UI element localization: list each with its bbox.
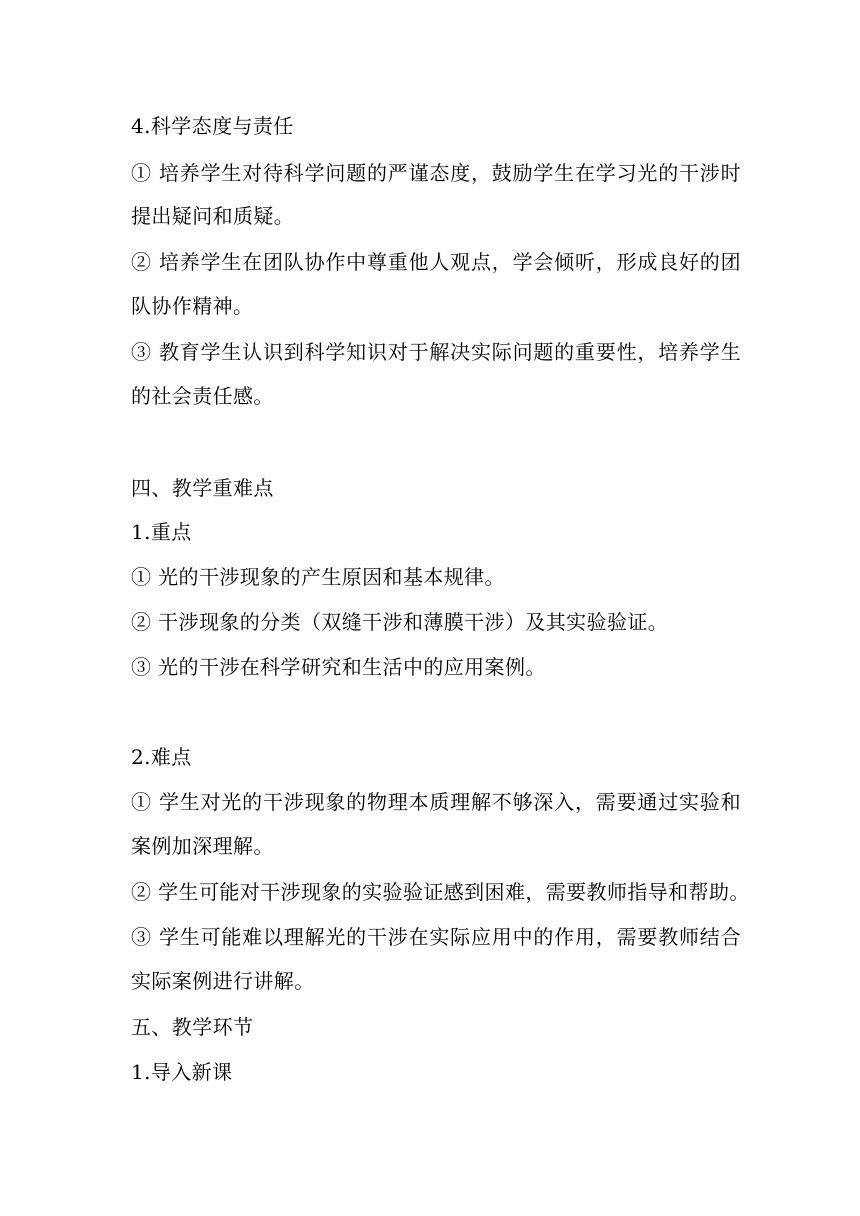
attitude-item-3-line-1: ③ 教育学生认识到科学知识对于解决实际问题的重要性，培养学生 [131,340,741,364]
attitude-item-1-line-2: 提出疑问和质疑。 [131,204,295,228]
attitude-item-2-line-2: 队协作精神。 [131,294,254,318]
attitude-item-1-line-1: ① 培养学生对待科学问题的严谨态度，鼓励学生在学习光的干涉时 [131,161,741,185]
difficulty-item-1-line-2: 案例加深理解。 [131,834,274,858]
attitude-item-2-line-1: ② 培养学生在团队协作中尊重他人观点，学会倾听，形成良好的团 [131,250,741,274]
focus-item-2: ② 干涉现象的分类（双缝干涉和薄膜干涉）及其实验验证。 [131,610,669,634]
focus-item-1: ① 光的干涉现象的产生原因和基本规律。 [131,565,505,589]
focus-heading: 1.重点 [131,520,192,544]
difficulty-item-1-line-1: ① 学生对光的干涉现象的物理本质理解不够深入，需要通过实验和 [131,790,741,814]
difficulty-heading: 2.难点 [131,745,192,769]
difficulty-item-3-line-2: 实际案例进行讲解。 [131,969,315,993]
focus-item-3: ③ 光的干涉在科学研究和生活中的应用案例。 [131,655,546,679]
section-title-teaching-steps: 五、教学环节 [131,1015,254,1039]
difficulty-item-2: ② 学生可能对干涉现象的实验验证感到困难，需要教师指导和帮助。 [131,880,750,904]
teaching-step-1: 1.导入新课 [131,1060,233,1084]
difficulty-item-3-line-1: ③ 学生可能难以理解光的干涉在实际应用中的作用，需要教师结合 [131,925,741,949]
attitude-item-3-line-2: 的社会责任感。 [131,384,274,408]
section-heading-scientific-attitude: 4.科学态度与责任 [131,114,294,138]
section-title-key-difficult-points: 四、教学重难点 [131,476,274,500]
